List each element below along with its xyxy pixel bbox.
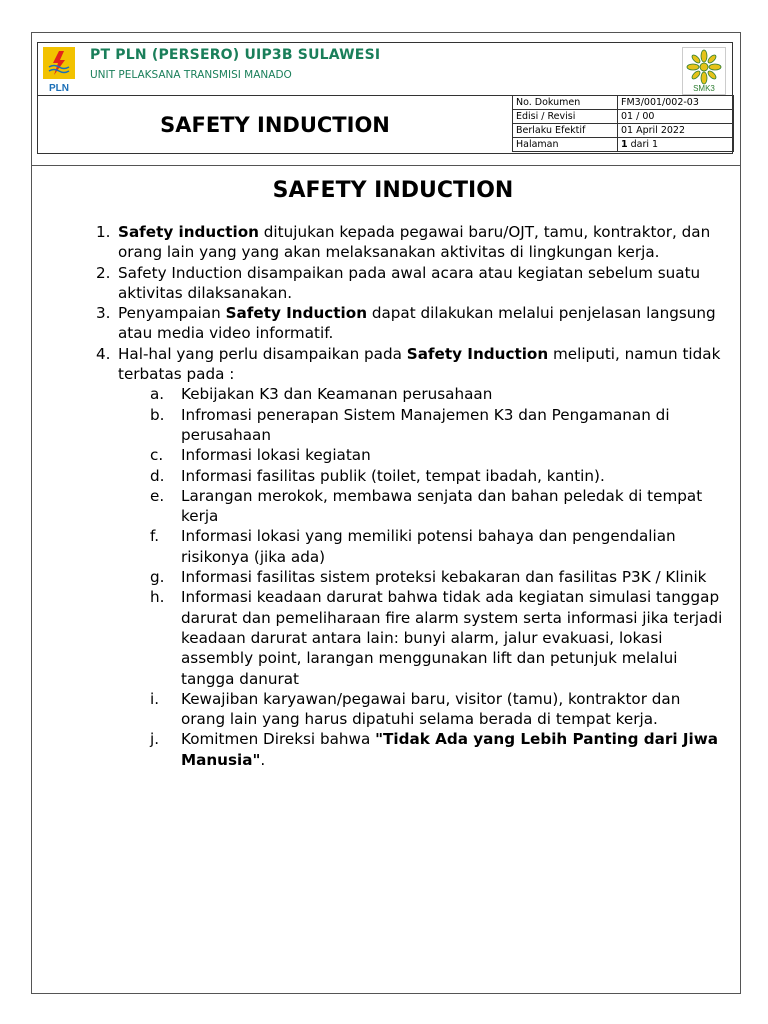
smk3-logo-text: SMK3: [693, 84, 715, 93]
list-item: [96, 263, 726, 304]
list-item: [96, 222, 726, 263]
sub-list-letter: a.: [150, 385, 165, 404]
sub-list-text: Informasi keadaan darurat bahwa tidak ada kegiatan simulasi tanggap darurat dan pemeliharaan fire alarm system serta informasi jika terjadi keadaan darurat antara lain: bunyi alarm, jalur evakuasi, lokasi assembly point, larangan menggunakan lift dan petunjuk melalui tangga danurat: [181, 588, 723, 688]
unit-name: UNIT PELAKSANA TRANSMISI MANADO: [90, 69, 292, 81]
meta-label: Berlaku Efektif: [513, 124, 618, 138]
page-number: 1: [621, 139, 628, 150]
page-total: dari 1: [627, 139, 659, 150]
list-item: [96, 303, 726, 344]
sub-list-letter: f.: [150, 527, 160, 546]
meta-label: Halaman: [513, 138, 618, 152]
header-bottom-divider: [31, 165, 741, 166]
list-text: [118, 344, 726, 385]
list-number: 1.: [96, 223, 111, 241]
meta-row: [513, 96, 734, 110]
emphasis: Safety induction: [118, 223, 259, 241]
sub-list-text: Informasi lokasi yang memiliki potensi bahaya dan pengendalian risikonya (jika ada): [181, 527, 676, 566]
smk3-logo: [682, 47, 726, 95]
sub-list-text: Informasi lokasi kegiatan: [181, 446, 371, 465]
document-header: [37, 42, 733, 154]
emphasis: "Tidak Ada yang Lebih Panting dari Jiwa Manusia": [181, 730, 718, 769]
text-run: dapat dilakukan melalui penjelasan langsung atau media video informatif.: [118, 304, 716, 343]
list-number: 2.: [96, 263, 111, 282]
sub-list-text: Kewajiban karyawan/pegawai baru, visitor (tamu), kontraktor dan orang lain yang harus dipatuhi selama berada di tempat kerja.: [181, 689, 681, 729]
sub-list-item: [150, 445, 726, 465]
text-run: .: [260, 750, 266, 769]
list-number: 3.: [96, 304, 111, 323]
text-run: ditujukan kepada pegawai baru/OJT, tamu, kontraktor, dan orang lain yang yang akan melaksanakan aktivitas di lingkungan kerja.: [118, 223, 711, 262]
sub-list-item: [150, 729, 726, 770]
sub-list-letter: c.: [150, 446, 164, 465]
meta-row: [513, 138, 734, 152]
meta-row: [513, 124, 734, 138]
sub-list-letter: b.: [150, 405, 165, 424]
sub-list-item: [150, 526, 726, 567]
list-text: Safety Induction disampaikan pada awal acara atau kegiatan sebelum suatu aktivitas dilaksanakan.: [118, 263, 701, 302]
list-text: [118, 222, 726, 263]
sub-list-letter: d.: [150, 466, 165, 485]
document-meta-table: [512, 95, 734, 152]
header-title: SAFETY INDUCTION: [160, 113, 390, 137]
sub-list-text: Infromasi penerapan Sistem Manajemen K3 dan Pengamanan di perusahaan: [181, 405, 670, 444]
meta-row: [513, 110, 734, 124]
sub-list-letter: j.: [150, 730, 160, 749]
meta-label: Edisi / Revisi: [513, 110, 618, 124]
sub-list-item: [150, 689, 726, 730]
sub-list-item: [150, 567, 726, 587]
meta-label: No. Dokumen: [513, 96, 618, 110]
sub-list-item: [150, 405, 726, 446]
text-run: meliputi, namun tidak terbatas pada :: [118, 344, 721, 384]
meta-value: [618, 138, 734, 152]
meta-value: 01 / 00: [618, 110, 734, 124]
sub-list-letter: i.: [150, 689, 160, 708]
sub-list-text: Kebijakan K3 dan Keamanan perusahaan: [181, 385, 493, 404]
emphasis: Safety Induction: [225, 304, 368, 323]
sub-list-letter: e.: [150, 486, 165, 505]
list-text: [118, 303, 726, 344]
text-run: Komitmen Direksi bahwa: [181, 730, 376, 749]
document-body: [96, 222, 726, 770]
list-item: [96, 344, 726, 385]
sub-list-item: [150, 587, 726, 688]
sub-list-text: Larangan merokok, membawa senjata dan bahan peledak di tempat kerja: [181, 486, 703, 526]
text-run: Penyampaian: [118, 304, 226, 323]
sub-list-item: [150, 486, 726, 527]
list-number: 4.: [96, 344, 111, 363]
sub-list-letter: h.: [150, 588, 165, 607]
pln-logo: [43, 47, 75, 93]
pln-logo-text: PLN: [49, 83, 69, 93]
meta-value: 01 April 2022: [618, 124, 734, 138]
sub-list-text: Informasi fasilitas publik (toilet, tempat ibadah, kantin).: [181, 466, 605, 485]
meta-value: FM3/001/002-03: [618, 96, 734, 110]
sub-list-text: [181, 729, 726, 770]
emphasis: Safety Induction: [406, 344, 549, 363]
company-name: PT PLN (PERSERO) UIP3B SULAWESI: [90, 47, 381, 63]
sub-list-text: Informasi fasilitas sistem proteksi kebakaran dan fasilitas P3K / Klinik: [181, 568, 707, 587]
sub-list-letter: g.: [150, 568, 165, 587]
document-title: SAFETY INDUCTION: [272, 178, 514, 203]
sub-list-item: [150, 384, 726, 404]
text-run: Hal-hal yang perlu disampaikan pada: [118, 344, 407, 363]
sub-list-item: [150, 466, 726, 486]
